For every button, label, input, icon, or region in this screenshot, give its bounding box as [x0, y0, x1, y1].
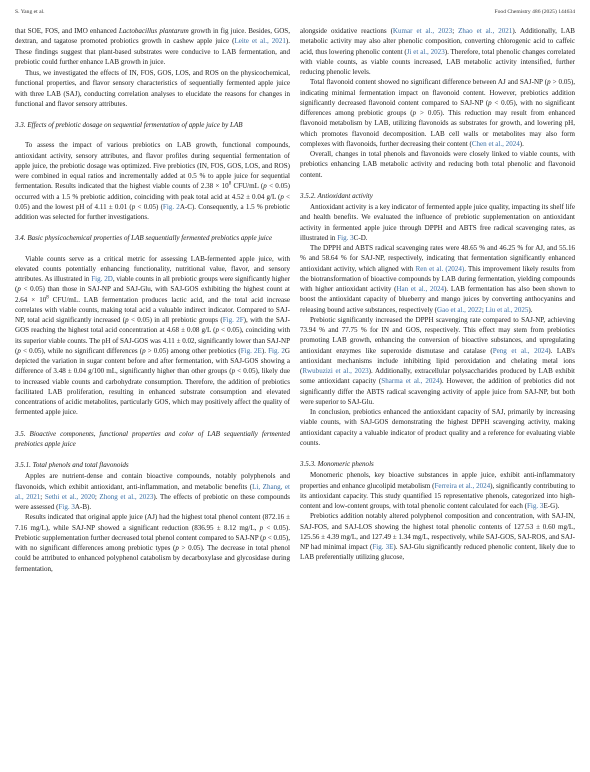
citation-link[interactable]: Fig. 2	[162, 202, 180, 211]
citation-link[interactable]: Zhong et al., 2023	[99, 492, 154, 501]
section-heading-3-3: 3.3. Effects of prebiotic dosage on sequential fermentation of apple juice by LAB	[15, 121, 243, 129]
italic-text: p	[231, 367, 236, 376]
paragraph: Viable counts serve as a critical metric for assessing LAB-fermented apple juice, with elevated counts potentially enhancing functionality, nutritional value, flavor, and sensory attributes. As illustrated in Fig. 2D, viable counts in all prebiotic groups were significantly higher (p < 0.05) than those in SAJ-NP and SAJ-Glu, with SAJ-GOS exhibiting the highest count at $2.64 \times 10^8$ CFU/mL. LAB fermentation produces lactic acid, and the total acid increase correlates with viable counts, making total acid a valuable indirect indicator. Compared to SAJ-NP, total acid significantly increased (p < 0.05) in all prebiotic groups (Fig. 2F), with the SAJ-GOS reaching the highest total acid concentration at 4.68 ± 0.08 g/L (p < 0.05), coinciding with its superior viable counts. The pH of SAJ-GOS was 4.11 ± 0.02, significantly lower than SAJ-NP (p < 0.05), while no significant differences (p > 0.05) among other prebiotics (Fig. 2E). Fig. 2G depicted the variation in sugar content before and after fermentation, with SAJ-GOS showing a difference of 3.48 ± 0.04 g/100 mL, significantly higher than other groups (p < 0.05), likely due to increased viable counts and carbohydrate consumption. Therefore, the addition of prebiotics facilitated LAB proliferation, resulting in enhanced substrate consumption and elevated concentrations of acidic metabolites, particularly GOS, which may positively affect the quality of fermented apple juice.	[15, 254, 290, 417]
italic-text: p	[125, 316, 129, 324]
citation-link[interactable]: Ren et al. (2024)	[415, 264, 465, 273]
paragraph: In conclusion, prebiotics enhanced the antioxidant capacity of SAJ, primarily by increasing viable counts, with SAJ-GOS demonstrating the highest DPPH scavenging activity, making antioxidant capacity a valuable indicator of product quality and a reference for evaluating viable counts.	[300, 408, 575, 447]
paragraph: Results indicated that original apple juice (AJ) had the highest total phenol content (872.16 ± 7.16 mg/L), while SAJ-NP showed a significant reduction (836.95 ± 8.12 mg/L, p < 0.05). Prebiotic supplementation further decreased total phenol content compared to SAJ-NP (p < 0.05), with no significant differences among prebiotic types (p > 0.05). The decrease in total phenol could be attributed to enhanced polyphenol catabolism by decarboxylase and glycosidase during fermentation,	[15, 513, 290, 573]
italic-text: p	[131, 202, 136, 211]
citation-link[interactable]: Ji et al., 2023	[406, 47, 445, 56]
citation-link[interactable]: Sharma et al., 2024	[381, 377, 440, 386]
italic-text: p	[547, 78, 551, 87]
citation-link[interactable]: Chen et al., 2024	[471, 139, 520, 148]
subsection-heading-3-5-3: 3.5.3. Monomeric phenols	[300, 460, 374, 468]
citation-link[interactable]: Fig. 2	[268, 346, 285, 355]
italic-text: p	[262, 533, 267, 542]
section-heading-3-5: 3.5. Bioactive components, functional properties and color of LAB sequentially fermented prebiotics apple juice	[15, 429, 290, 448]
citation-link[interactable]: Gao et al., 2022	[436, 305, 482, 314]
italic-text: p	[17, 346, 21, 355]
superscript: 8	[46, 295, 49, 301]
paragraph: Overall, changes in total phenols and flavonoids were closely linked to viable counts, with prebiotics enhancing LAB metabolic activity and reducing both total phenolic and flavonoid content.	[300, 150, 575, 179]
paragraph: The DPPH and ABTS radical scavenging rates were 48.65 % and 46.25 % for AJ, and 55.16 % and 58.64 % for SAJ-NP, respectively, indicating that fermentation significantly enhanced antioxidant activity, which aligned with Ren et al. (2024). This improvement likely results from the biotransformation of bioactive compounds by LAB during fermentation, yielding compounds with higher antioxidant activity (Han et al., 2024). LAB fermentation has also been shown to boost the antioxidant capacity of blueberry and mango juices by converting anthocyanins and releasing bound active substances, respectively (Gao et al., 2022; Liu et al., 2025).	[300, 244, 575, 314]
citation-link[interactable]: Fig. 3	[527, 502, 544, 510]
citation-link[interactable]: Li, Zhang, et al., 2021	[15, 482, 291, 501]
italic-text: p	[280, 192, 284, 201]
citation-link[interactable]: Fig. 3E	[372, 543, 394, 551]
paragraph: Prebiotic significantly increased the DPPH scavenging rate compared to SAJ-NP, achieving 73.94 % and 77.75 % for IN and GOS, respectively. This effect may stem from prebiotics promoting LAB growth, enhancing the conversion of bioactive substances, and upregulating antioxidant enzymes like superoxide dismutase and catalase (Peng et al., 2024). LAB's antioxidant mechanisms include inhibiting lipid peroxidation and chelating metal ions (Rwubuzizi et al., 2023). Additionally, extracellular polysaccharides produced by LAB exhibit some antioxidant capacity (Sharma et al., 2024). However, the addition of prebiotics did not significantly differ the ABTS radical scavenging activity of apple juice from SAJ-NP, but both were superior to SAJ-Glu.	[300, 315, 575, 406]
citation-link[interactable]: Fig. 2F	[222, 316, 244, 324]
italic-text: p	[263, 182, 267, 191]
subsection-heading-3-5-2: 3.5.2. Antioxidant activity	[300, 191, 373, 200]
italic-text: Lactobacillus plantarum	[118, 27, 189, 35]
paragraph: that SOE, FOS, and IMO enhanced Lactobacillus plantarum growth in fig juice. Besides, GOS, dextran, and tagatose promoted probiotics growth in cashew apple juice (Leite et al., 2021). These findings suggest that plant-based substrates were conducive to LAB fermentation, and prebiotic could further enhance LAB growth in juice.	[15, 27, 290, 66]
citation-link[interactable]: Sethi et al., 2020	[44, 492, 95, 501]
paragraph: Monomeric phenols, key bioactive substances in apple juice, exhibit anti-inflammatory properties and enhance glucolipid metabolism (Ferreira et al., 2024), significantly contributing to its antioxidant capacity. This study quantified 15 representative phenols, categorized into high-content and low-content groups, with total phenolic content calculated for each (Fig. 3E-G).	[300, 471, 575, 510]
citation-link[interactable]: Fig. 3	[337, 233, 354, 242]
citation-link[interactable]: Leite et al., 2021	[234, 37, 286, 46]
italic-text: p	[17, 285, 21, 294]
superscript: 8	[228, 181, 232, 187]
paragraph: Antioxidant activity is a key indicator of fermented apple juice quality, impacting its shelf life and health benefits. We evaluated the influence of prebiotic supplementation on antioxidant activity in fermented apple juice through DPPH and ABTS free radical scavenging rates, as illustrated in Fig. 3C-D.	[300, 203, 575, 242]
paragraph: Apples are nutrient-dense and contain bioactive compounds, notably polyphenols and flavonoids, which exhibit antioxidant, anti-inflammation, and metabolic benefits (Li, Zhang, et al., 2021; Sethi et al., 2020; Zhong et al., 2023). The effects of prebiotic on these compounds were assessed (Fig. 3A-B).	[15, 472, 291, 511]
right-column	[300, 26, 575, 563]
italic-text: p	[215, 326, 219, 335]
italic-text: p	[142, 346, 146, 355]
citation-link[interactable]: Han et al., 2024	[396, 285, 445, 293]
citation-link[interactable]: Kumar et al., 2023	[392, 27, 453, 35]
citation-link[interactable]: Fig. 2D	[91, 275, 113, 283]
italic-text: p	[259, 523, 264, 532]
citation-link[interactable]: Ferreira et al., 2024	[434, 481, 491, 490]
citation-link[interactable]: Liu et al., 2025	[485, 305, 529, 314]
citation-link[interactable]: Peng et al., 2024	[492, 346, 549, 355]
citation-link[interactable]: Fig. 2E	[240, 346, 262, 355]
paragraph: Total flavonoid content showed no significant difference between AJ and SAJ-NP (p > 0.05), indicating minimal fermentation impact on flavonoid content. However, prebiotics addition significantly decreased flavonoid content compared to SAJ-NP (p < 0.05), with no significant differences among prebiotic groups (p > 0.05). This reduction may result from enhanced flavonoid metabolism by LAB, utilizing flavonoids as substrates for growth, and lowering pH, which promotes flavonoid decomposition. LAB cell walls or metabolites may also form complexes with flavonoids, further decreasing their content (Chen et al., 2024).	[300, 78, 575, 148]
left-column	[15, 26, 290, 574]
section-heading-3-4: 3.4. Basic physicochemical properties of LAB sequentially fermented prebiotics apple juice	[15, 234, 273, 243]
citation-link[interactable]: Rwubuzizi et al., 2023	[302, 367, 369, 375]
paragraph: Prebiotics addition notably altered polyphenol composition and concentration, with SAJ-IN, SAJ-FOS, and SAJ-LOS showing the highest total phenolic contents of 127.53 ± 0.60 mg/L, 125.56 ± 4.39 mg/L, and 127.49 ± 1.34 mg/L, respectively, while SAJ-GOS, SAJ-ROS, and SAJ-NP had minimal impact (Fig. 3E). SAJ-Glu significantly reduced phenolic content, likely due to LAB preferentially utilizing glucose,	[300, 512, 575, 562]
running-header-journal: Food Chemistry 486 (2025) 144634	[494, 9, 575, 15]
citation-link[interactable]: Fig. 3	[58, 503, 75, 511]
paragraph: Thus, we investigated the effects of IN, FOS, GOS, LOS, and ROS on the physicochemical, functional properties, and flavor sensory characteristics of sequentially fermented apple juice with three LAB (SAJ), conducting correlation analyses to elucidate the reasons for changes in functional and flavor sensory attributes.	[15, 69, 290, 108]
subsection-heading-3-5-1: 3.5.1. Total phenols and total flavonoids	[15, 461, 129, 469]
paragraph: To assess the impact of various prebiotics on LAB growth, functional compounds, antioxidant activity, sensory attributes, and flavor profiles during sequential fermentation of apple juice, the prebiotic dosage was optimized. Five prebiotics (IN, FOS, GOS, LOS, and ROS) were combined in equal ratios and incrementally added at 0.5 % to apple juice for sequential fermentation. Results indicated that the highest viable counts of $2.38 \times 10^8$ CFU/mL (p < 0.05) occurred with a 1.5 % prebiotic addition, coinciding with peak total acid at 4.52 ± 0.04 g/L (p < 0.05) and the lowest pH of 4.11 ± 0.01 (p < 0.05) (Fig. 2A-C). Consequently, a 1.5 % prebiotic addition was selected for further investigations.	[15, 141, 290, 221]
citation-link[interactable]: Zhao et al., 2021	[458, 27, 513, 35]
italic-text: p	[412, 109, 417, 117]
italic-text: p	[488, 98, 492, 107]
italic-text: p	[175, 544, 179, 552]
paragraph: alongside oxidative reactions (Kumar et al., 2023; Zhao et al., 2021). Additionally, LAB metabolic activity may also alter phenolic composition, converting chlorogenic acid to caffeic acid, thus lowering phenolic content (Ji et al., 2023). Therefore, total phenolic changes correlated with viable counts, as viable counts increased, LAB metabolic activity intensified, further reducing phenolic levels.	[300, 27, 575, 76]
running-header-authors: S. Yang et al.	[15, 9, 45, 15]
